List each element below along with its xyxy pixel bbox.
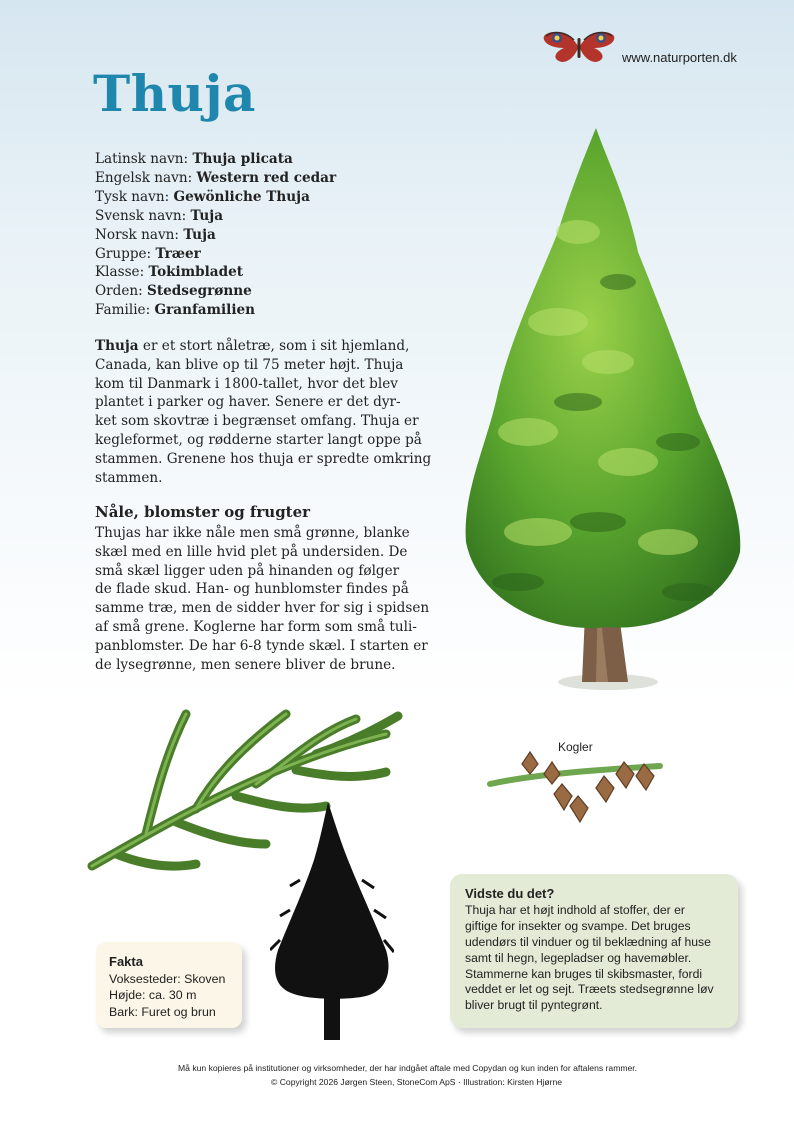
name-row-english	[95, 169, 336, 188]
text-line: kom til Danmark i 1800-tallet, hvor det blev	[95, 375, 398, 392]
did-you-know-line: udendørs til vinduer og til beklædning af huse	[465, 934, 711, 949]
text-line	[95, 337, 425, 356]
footer-license: Må kun kopieres på institutioner og virksomheder, der har indgået aftale med Copydan og kun inden for aftalens rammer.	[178, 1063, 638, 1073]
did-you-know-line: veddet er let og sejt. Træets stedsegrønne løv	[465, 982, 714, 997]
name-label: Orden:	[95, 283, 148, 300]
name-value: Tuja	[183, 226, 216, 243]
name-value: Western red cedar	[196, 169, 337, 186]
name-label: Engelsk navn:	[95, 169, 197, 186]
name-row-german	[95, 188, 336, 207]
name-row-norwegian	[95, 226, 336, 245]
name-label: Gruppe:	[95, 245, 156, 262]
section-heading: Nåle, blomster og frugter	[95, 503, 311, 521]
text-line: af små grene. Koglerne har form som små tuli-	[95, 618, 417, 635]
did-you-know-heading: Vidste du det?	[465, 886, 555, 901]
did-you-know-box	[450, 874, 738, 1028]
name-label: Svensk navn:	[95, 207, 191, 224]
footer-copyright: © Copyright 2026 Jørgen Steen, StoneCom ApS · Illustration: Kirsten Hjørne	[271, 1077, 563, 1087]
did-you-know-line: Stammerne kan bruges til skibsmaster, fordi	[465, 966, 703, 981]
cones-label: Kogler	[558, 740, 593, 754]
name-row-family	[95, 301, 336, 320]
text-line: stammen. Grenene hos thuja er spredte omkring	[95, 450, 432, 467]
thuja-cones-icon	[486, 744, 666, 830]
name-row-group	[95, 245, 336, 264]
name-value: Stedsegrønne	[147, 283, 252, 300]
name-row-swedish	[95, 207, 336, 226]
name-value: Granfamilien	[154, 302, 256, 319]
text-line: de lysegrønne, men senere bliver de brune.	[95, 656, 396, 673]
text-line: plantet i parker og haver. Senere er det dyr-	[95, 394, 401, 411]
tree-silhouette-icon	[270, 800, 394, 1042]
text-line: ket som skovtræ i begrænset omfang. Thuja er	[95, 413, 419, 430]
did-you-know-line: Thuja har et højt indhold af stoffer, der er	[465, 902, 685, 917]
fakta-line: Højde: ca. 30 m	[109, 988, 197, 1002]
fakta-box	[96, 942, 242, 1028]
text-line: de flade skud. Han- og hunblomster findes på	[95, 581, 409, 598]
text-span: er et stort nåletræ, som i sit hjemland,	[138, 338, 410, 354]
name-row-latin	[95, 150, 336, 169]
name-row-class	[95, 263, 336, 282]
name-value: Tuja	[190, 207, 224, 224]
thuja-tree-icon	[458, 122, 748, 697]
name-value: Thuja plicata	[192, 151, 293, 167]
fakta-line: Bark: Furet og brun	[109, 1004, 216, 1019]
names-list	[95, 150, 336, 320]
text-line: samme træ, men de sidder hver for sig i spidsen	[95, 600, 430, 617]
text-line: små skæl ligger uden på hinanden og følger	[95, 562, 400, 579]
page-title: Thuja	[93, 64, 256, 123]
text-line: kegleformet, og rødderne starter langt oppe på	[95, 431, 422, 448]
name-label: Latinsk navn:	[95, 151, 193, 167]
name-value: Træer	[155, 245, 201, 262]
name-value: Tokimbladet	[148, 264, 244, 281]
text-line: panblomster. De har 6-8 tynde skæl. I starten er	[95, 637, 428, 654]
intro-bold: Thuja	[95, 338, 139, 354]
name-row-order	[95, 282, 336, 301]
text-line: Thujas har ikke nåle men små grønne, blanke	[95, 525, 410, 541]
did-you-know-line: giftige for insekter og svampe. Det bruges	[465, 918, 691, 933]
did-you-know-line: samt til hegn, legepladser og havemøbler.	[465, 950, 692, 965]
name-value: Gewönliche Thuja	[173, 188, 310, 205]
text-line: stammen.	[95, 469, 163, 486]
intro-paragraph	[95, 337, 432, 487]
name-label: Norsk navn:	[95, 226, 184, 243]
text-line: Canada, kan blive op til 75 meter højt. Thuja	[95, 356, 404, 373]
name-label: Familie:	[95, 302, 155, 319]
butterfly-logo-icon	[540, 26, 618, 68]
site-url: www.naturporten.dk	[622, 50, 737, 65]
name-label: Klasse:	[95, 264, 149, 281]
text-line: skæl med en lille hvid plet på undersiden. De	[95, 543, 408, 560]
name-label: Tysk navn:	[95, 188, 174, 205]
fakta-heading: Fakta	[109, 954, 143, 969]
fakta-line: Voksesteder: Skoven	[109, 971, 226, 986]
section-paragraph	[95, 524, 430, 674]
did-you-know-line: bliver brugt til pyntegrønt.	[465, 998, 603, 1013]
